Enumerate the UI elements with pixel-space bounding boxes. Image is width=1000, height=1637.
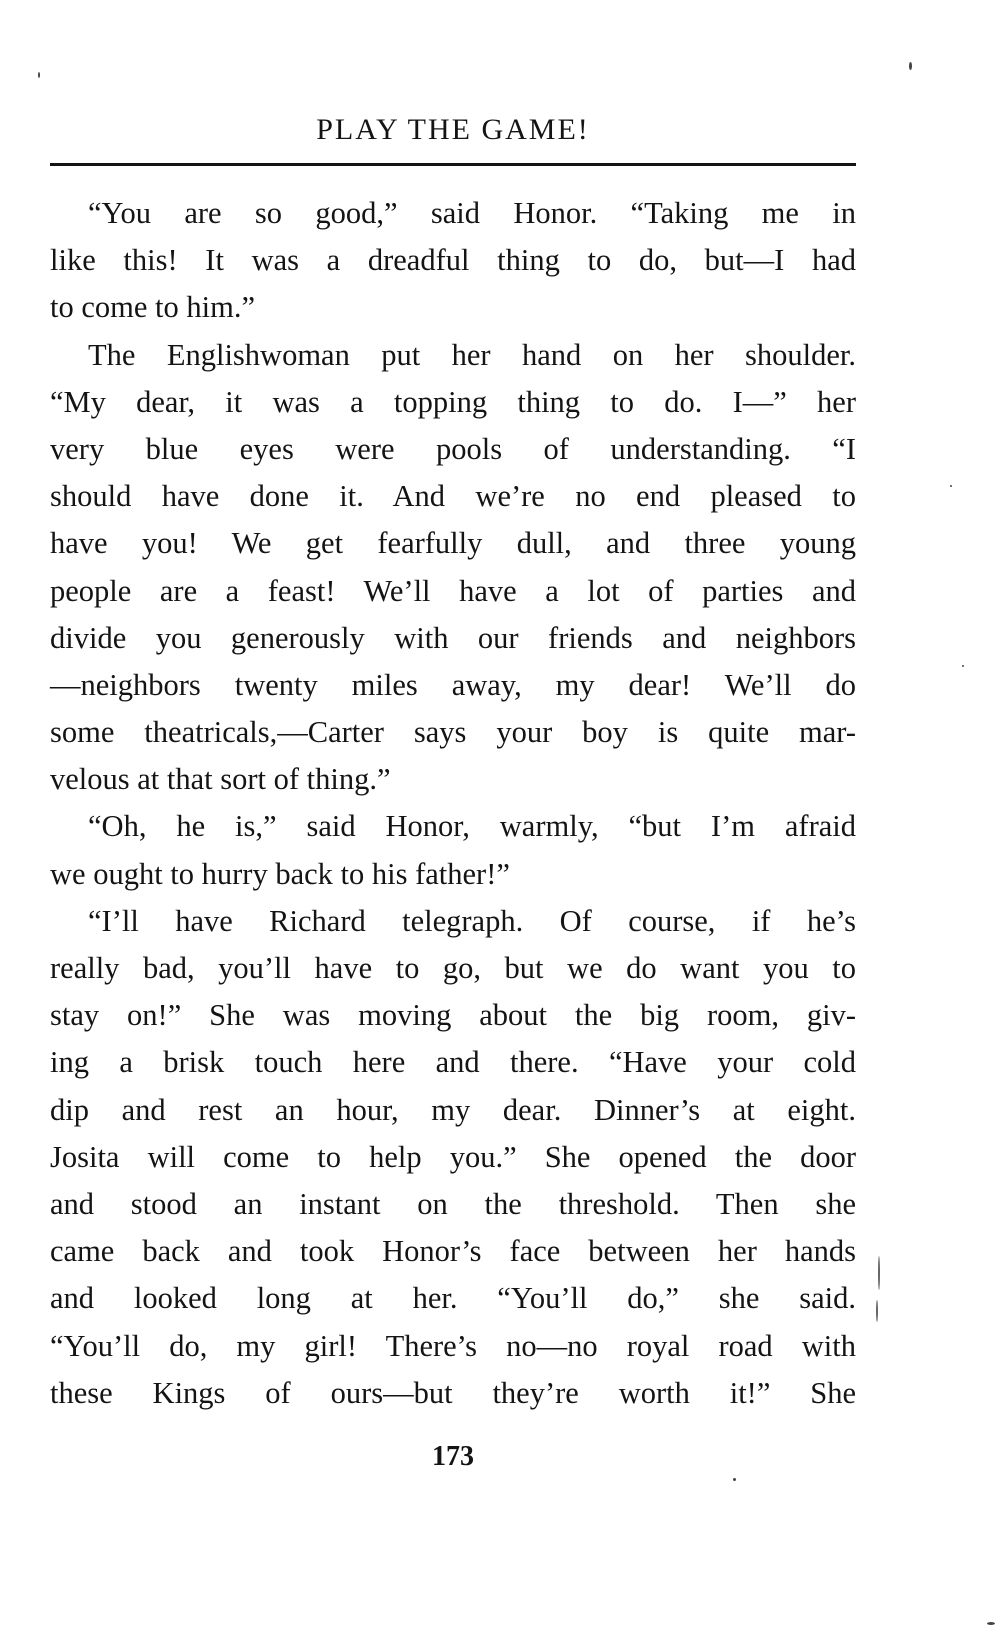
text-line: and stood an instant on the threshold. Then she bbox=[50, 1186, 856, 1221]
scan-speck bbox=[987, 1622, 995, 1625]
text-line: to come to him.” bbox=[50, 290, 255, 325]
text-line: “Oh, he is,” said Honor, warmly, “but I’m afraid bbox=[88, 809, 856, 844]
text-line: “You are so good,” said Honor. “Taking me in bbox=[88, 196, 856, 230]
text-line: and looked long at her. “You’ll do,” she said. bbox=[50, 1281, 856, 1316]
text-line: dip and rest an hour, my dear. Dinner’s at eight. bbox=[50, 1092, 856, 1127]
scan-speck bbox=[962, 665, 964, 667]
text-line: “My dear, it was a topping thing to do. I—” her bbox=[50, 384, 856, 419]
text-line: “I’ll have Richard telegraph. Of course, if he’s bbox=[88, 903, 856, 938]
text-line: ing a brisk touch here and there. “Have your cold bbox=[50, 1045, 856, 1080]
page-number: 173 bbox=[432, 1441, 474, 1472]
scan-speck bbox=[909, 62, 912, 70]
running-title: PLAY THE GAME! bbox=[316, 113, 590, 146]
text-line: like this! It was a dreadful thing to do, but—I had bbox=[50, 243, 856, 278]
text-line: these Kings of ours—but they’re worth it!” She bbox=[50, 1375, 856, 1410]
text-line: people are a feast! We’ll have a lot of parties and bbox=[50, 573, 856, 608]
text-line: velous at that sort of thing.” bbox=[50, 762, 391, 797]
body-text bbox=[50, 190, 856, 1417]
text-line: have you! We get fearfully dull, and three young bbox=[50, 526, 856, 561]
text-line: stay on!” She was moving about the big room, giv- bbox=[50, 998, 856, 1033]
scan-speck bbox=[733, 1478, 736, 1481]
scan-speck bbox=[876, 1300, 878, 1322]
text-line: The Englishwoman put her hand on her shoulder. bbox=[88, 337, 856, 372]
text-line: came back and took Honor’s face between her hands bbox=[50, 1234, 856, 1269]
text-line: very blue eyes were pools of understanding. “I bbox=[50, 431, 856, 466]
text-line: Josita will come to help you.” She opened the door bbox=[50, 1139, 856, 1174]
text-line: really bad, you’ll have to go, but we do want you to bbox=[50, 951, 856, 985]
scan-speck bbox=[38, 72, 40, 78]
scan-speck bbox=[878, 1256, 880, 1290]
text-line: divide you generously with our friends and neighbors bbox=[50, 620, 856, 655]
text-line: we ought to hurry back to his father!” bbox=[50, 856, 510, 891]
text-line: some theatricals,—Carter says your boy is quite mar- bbox=[50, 715, 856, 750]
text-line: “You’ll do, my girl! There’s no—no royal road with bbox=[50, 1328, 856, 1363]
scan-speck bbox=[950, 485, 952, 487]
text-line: —neighbors twenty miles away, my dear! We’ll do bbox=[50, 667, 856, 702]
header-rule bbox=[50, 163, 856, 166]
text-line: should have done it. And we’re no end pleased to bbox=[50, 479, 856, 514]
